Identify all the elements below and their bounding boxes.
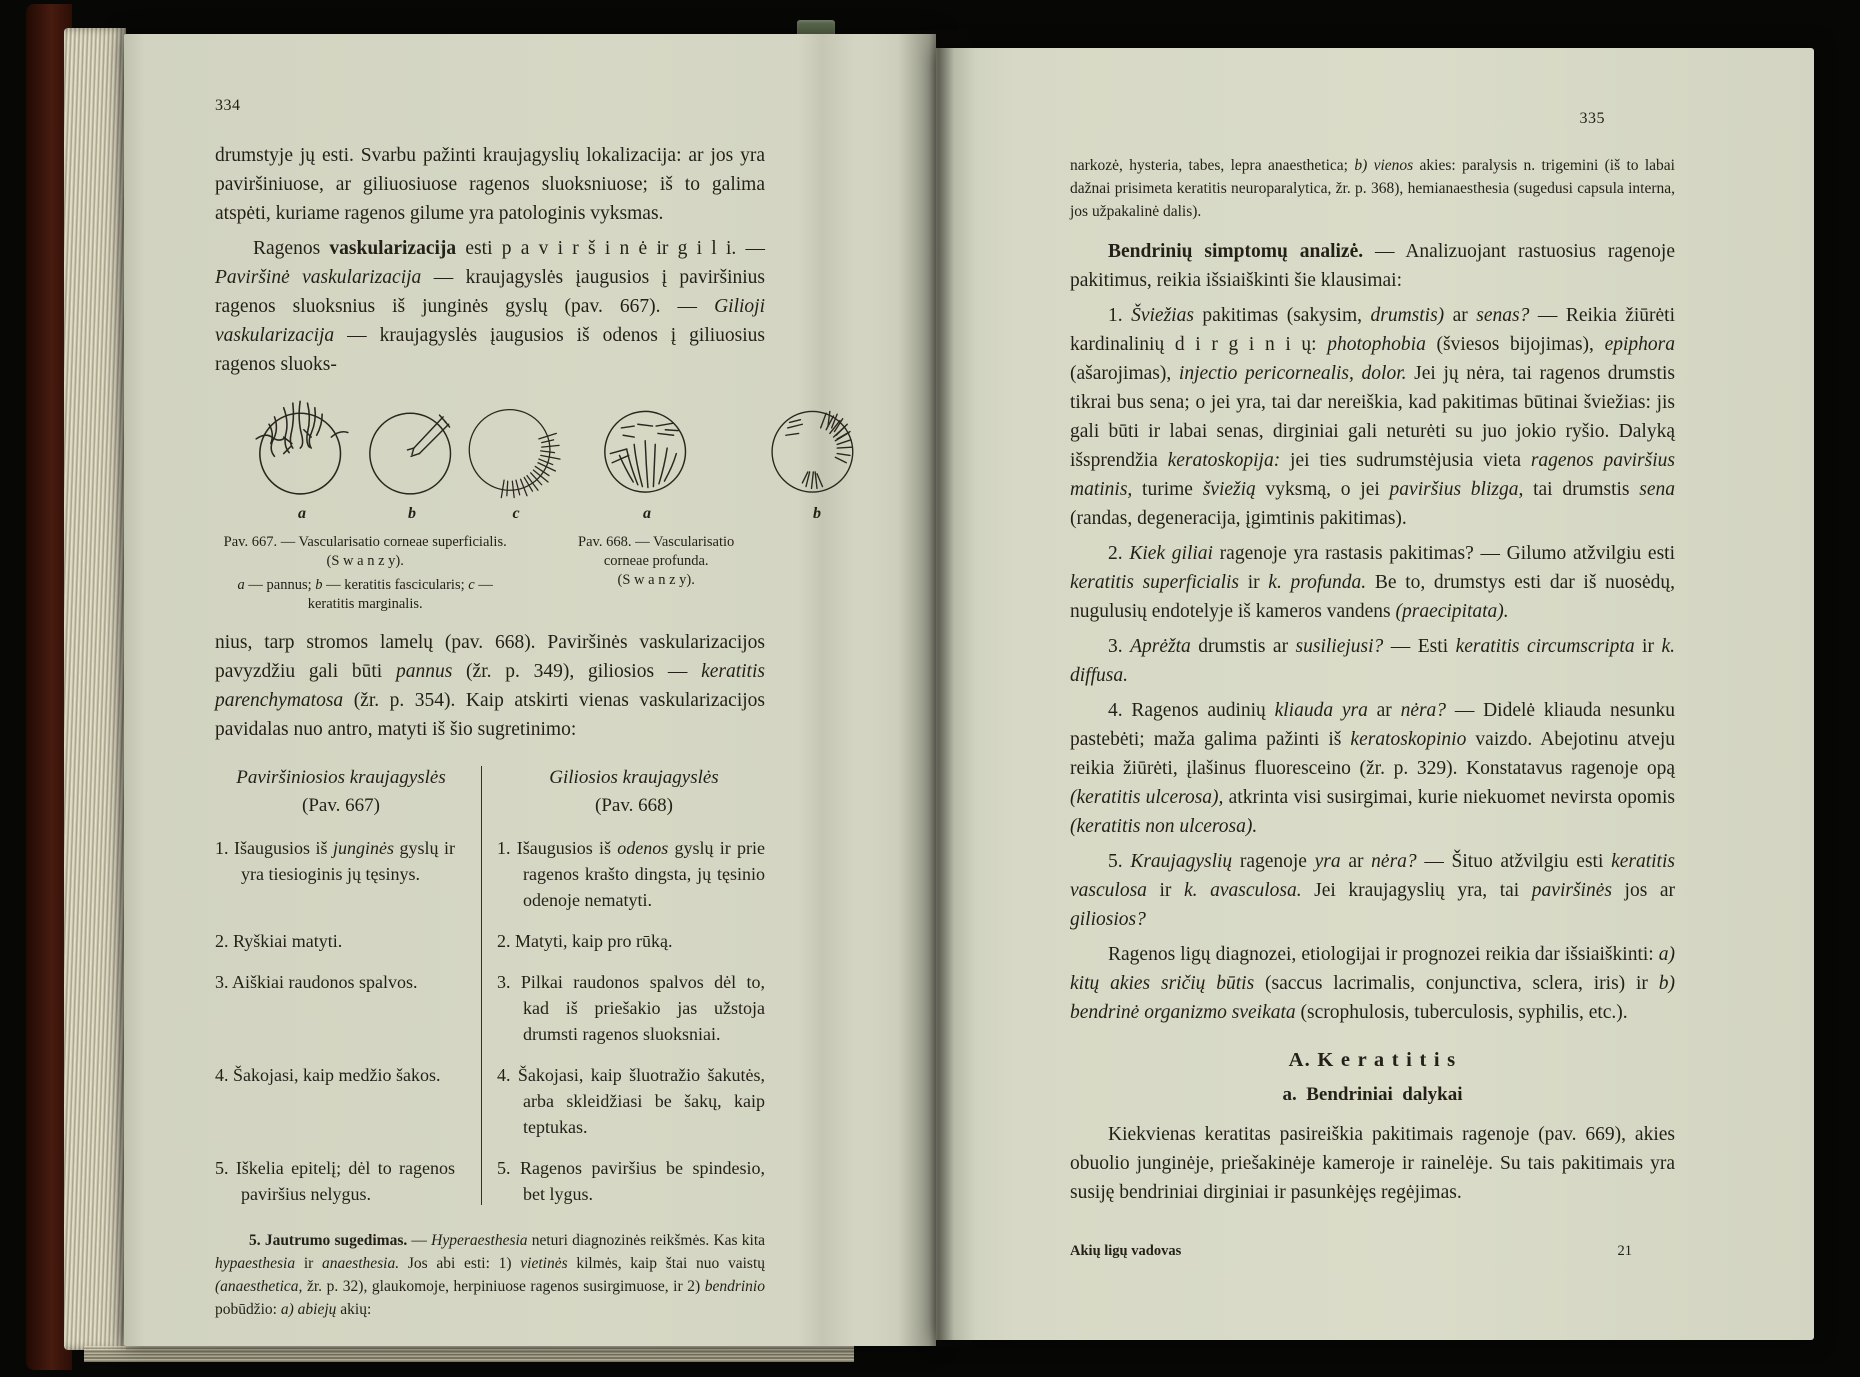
table-item-right-5: 5. Ragenos paviršius be spindesio, bet lygus.	[497, 1158, 765, 1204]
page-edges-bottom	[84, 1346, 854, 1362]
paragraph-question-1: 1. Šviežias pakitimas (sakysim, drumstis) ar senas? — Reikia žiūrėti kardinalinių d i r g i n i ų: photophobia (šviesos bijojimas), epiphora (ašarojimas), injectio pericornealis, dolor. Jei jų nėra, tai ragenos drumstis tikrai bus sena; o jei yra, tai dar nereiškia, kad pakitimas būtinai šviežias: jis gali būti ir labai senas, dirginiai gali neturėti su juo jokio ryšio. Dalyką išsprendžia keratoskopija: jei ties sudrumstėjusia vieta ragenos paviršius matinis, turime šviežią vyksmą, o jei paviršius blizga, tai drumstis sena (randas, degeneracija, įgimtinis pakitimas).	[1070, 305, 1676, 529]
table-item-left-2: 2. Ryškiai matyti.	[215, 931, 343, 951]
figure-sublabel-b: b	[408, 505, 416, 522]
subsection-heading-general: a. Bendriniai dalykai	[1282, 1084, 1463, 1105]
figure-cornea-diagrams	[215, 389, 875, 529]
caption-667-title: Pav. 667. — Vascularisatio corneae superficialis.	[223, 534, 507, 550]
table-header-left: Paviršiniosios kraujagyslės (Pav. 667)	[236, 767, 446, 816]
paragraph-localization: drumstyje jų esti. Svarbu pažinti kraujagyslių lokalizacija: ar jos yra paviršiniuose, ar giliuosiuose ragenos sluoksniuose; iš to galima atspėti, kuriame ragenos gilume yra patologinis vyksmas.	[215, 145, 765, 224]
caption-667-legend: a — pannus; b — keratitis fascicularis; c — keratitis marginalis.	[237, 577, 493, 612]
cornea-diagram-667c-marginalis	[461, 389, 571, 509]
table-item-right-1: 1. Išaugusios iš odenos gyslų ir prie ragenos krašto dingsta, jų tęsinio odenoje nematyti.	[497, 838, 765, 910]
paragraph-question-3: 3. Aprėžta drumstis ar susiliejusi? — Esti keratitis circumscripta ir k. diffusa.	[1070, 636, 1675, 686]
caption-668	[547, 533, 765, 614]
footer-book-title: Akių ligų vadovas	[1070, 1243, 1182, 1259]
page-number-right: 335	[1579, 110, 1605, 127]
figure-sublabel-b2: b	[813, 505, 821, 522]
caption-668-title2: corneae profunda.	[603, 553, 709, 569]
running-footer	[1070, 1243, 1632, 1260]
table-item-right-3: 3. Pilkai raudonos spalvos dėl to, kad iš priešakio jas užstoja drumsti ragenos sluoksniai.	[497, 972, 765, 1044]
comparison-table	[215, 764, 771, 1207]
paragraph-vascularization: Ragenos vaskularizacija esti p a v i r š i n ė ir g i l i. — Paviršinė vaskularizacija — kraujagyslės įaugusios į paviršinius ragenos sluoksnius iš junginės gyslų (pav. 667). — Gilioji vaskularizacija — kraujagyslės įaugusios iš odenos į giliuosius ragenos sluoks-	[215, 238, 766, 375]
caption-668-title: Pav. 668. — Vascularisatio	[578, 534, 735, 550]
paragraph-diagnosis: Ragenos ligų diagnozei, etiologijai ir prognozei reikia dar išsiaiškinti: a) kitų akies sričių būtis (saccus lacrimalis, conjunctiva, sclera, iris) ir b) bendrinė organizmo sveikata (scrophulosis, tuberculosis, syphilis, etc.).	[1070, 944, 1675, 1023]
table-row	[215, 969, 771, 1047]
section-heading-keratitis: A. K e r a t i t i s	[1288, 1049, 1457, 1071]
cornea-diagram-668a-profunda	[592, 389, 702, 509]
cornea-diagram-667b-fascicularis	[357, 389, 467, 509]
page-edges-left	[64, 28, 126, 1350]
cornea-diagram-667a-pannus	[247, 389, 357, 509]
caption-667	[215, 533, 515, 614]
footer-signature-number: 21	[1617, 1243, 1632, 1259]
right-page	[936, 48, 1814, 1340]
table-item-right-4: 4. Šakojasi, kaip šluotražio šakutės, arba skleidžiasi be šakų, kaip teptukas.	[497, 1065, 765, 1137]
paragraph-question-5: 5. Kraujagyslių ragenoje yra ar nėra? — Šituo atžvilgiu esti keratitis vasculosa ir k. avasculosa. Jei kraujagyslių yra, tai paviršinės jos ar giliosios?	[1070, 851, 1676, 930]
table-row	[215, 928, 771, 954]
caption-667-author: (S w a n z y).	[326, 553, 404, 569]
table-item-left-3: 3. Aiškiai raudonos spalvos.	[215, 972, 418, 992]
left-page	[124, 34, 936, 1346]
table-row	[215, 835, 771, 913]
table-row	[215, 1062, 771, 1140]
table-row	[215, 1155, 771, 1207]
caption-668-author: (S w a n z y).	[617, 572, 695, 588]
table-item-left-1: 1. Išaugusios iš junginės gyslų ir yra tiesioginis jų tęsinys.	[215, 838, 455, 884]
table-divider	[481, 766, 482, 1205]
paragraph-question-4: 4. Ragenos audinių kliauda yra ar nėra? — Didelė kliauda nesunku pastebėti; maža galima pažinti iš keratoskopinio vaizdo. Abejotinu atveju reikia žiūrėti, įlašinus fluoresceino (žr. p. 329). Konstatavus ragenoje opą (keratitis ulcerosa), atkrinta visi susirgimai, kurie niekuomet nevirsta opomis (keratitis non ulcerosa).	[1070, 700, 1676, 837]
table-header-right: Giliosios kraujagyslės (Pav. 668)	[549, 767, 719, 816]
small-print-sensitivity: 5. Jautrumo sugedimas. — Hyperaesthesia neturi diagnozinės reikšmės. Kas kita hypaesthesia ir anaesthesia. Jos abi esti: 1) vietinės kilmės, kaip štai nuo vaistų (anaesthetica, žr. p. 32), glaukomoje, herpiniuose ragenos susirgimuose, ir 2) bendrinio pobūdžio: a) abiejų akių:	[215, 1232, 766, 1318]
figure-sublabel-c: c	[512, 505, 520, 522]
paragraph-symptom-analysis: Bendrinių simptomų analizė. — Analizuojant rastuosius ragenoje pakitimus, reikia išsiaiškinti šie klausimai:	[1070, 241, 1675, 291]
paragraph-continuation: nius, tarp stromos lamelų (pav. 668). Paviršinės vaskularizacijos pavyzdžiu gali būti pannus (žr. p. 349), giliosios — keratitis parenchymatosa (žr. p. 354). Kaip atskirti vienas vaskularizacijos pavidalas nuo antro, matyti iš šio sugretinimo:	[215, 632, 765, 740]
table-item-right-2: 2. Matyti, kaip pro rūką.	[497, 931, 673, 951]
page-number-left: 334	[215, 97, 241, 114]
table-item-left-4: 4. Šakojasi, kaip medžio šakos.	[215, 1065, 441, 1085]
table-item-left-5: 5. Iškelia epitelį; dėl to ragenos paviršius nelygus.	[215, 1158, 455, 1204]
paragraph-keratitis-intro: Kiekvienas keratitas pasireiškia pakitimais ragenoje (pav. 669), akies obuolio junginėje, priešakinėje kameroje ir rainelėje. Su tais pakitimais yra susiję bendriniai dirginiai ir pasunkėjęs regėjimas.	[1070, 1124, 1675, 1203]
small-print-continuation: narkozė, hysteria, tabes, lepra anaesthetica; b) vienos akies: paralysis n. trigemini (iš to labai dažnai prisimeta keratitis neuroparalytica, žr. p. 368), hemianaesthesia (sugedusi capsula interna, jos užpakalinė dalis).	[1070, 157, 1675, 220]
cornea-diagram-668b-profunda	[762, 389, 872, 509]
figure-sublabel-a2: a	[643, 505, 651, 522]
figure-sublabel-a: a	[298, 505, 306, 522]
paragraph-question-2: 2. Kiek giliai ragenoje yra rastasis pakitimas? — Gilumo atžvilgiu esti keratitis superficialis ir k. profunda. Be to, drumstys esti dar iš nuosėdų, nugulusių endotelyje iš kameros vandens (praecipitata).	[1070, 543, 1675, 622]
table-headers	[215, 764, 771, 820]
